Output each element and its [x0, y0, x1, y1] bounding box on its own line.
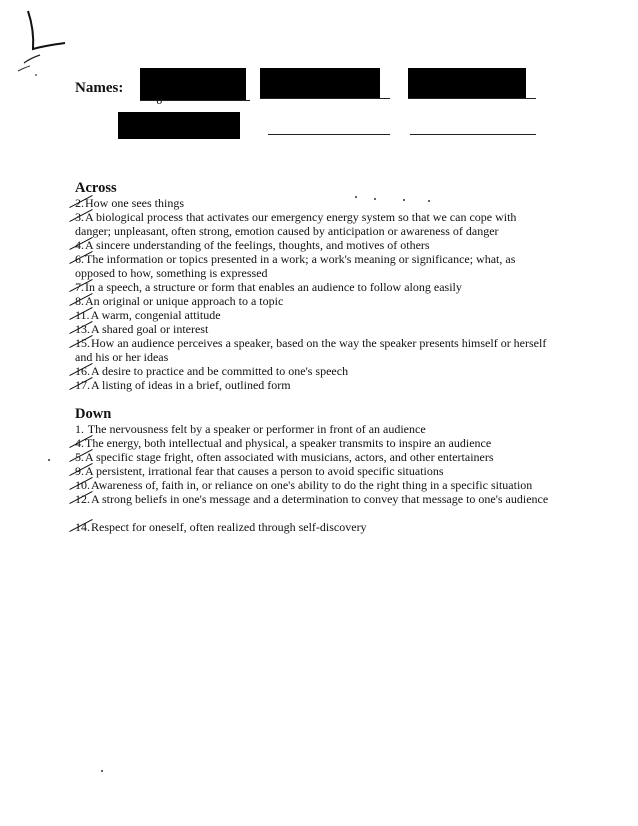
clue-text: A biological process that activates our emergency energy system so that we can cope with danger; unpleasant, often strong, emotion caused by anticipation or awareness of danger	[75, 210, 517, 239]
names-label: Names:	[75, 80, 124, 96]
down-clue-9	[75, 464, 555, 478]
clue-text: The nervousness felt by a speaker or performer in front of an audience	[87, 422, 426, 436]
down-heading: Down	[75, 406, 112, 422]
redacted-name-3	[408, 68, 526, 98]
down-clue-14	[75, 520, 555, 534]
clue-number: 4.	[75, 238, 84, 252]
clue-text: A warm, congenial attitude	[90, 308, 221, 322]
clue-text: The energy, both intellectual and physical, a speaker transmits to inspire an audience	[85, 436, 492, 450]
clue-number: 17.	[75, 378, 90, 392]
clue-number: 12.	[75, 492, 90, 506]
clue-text: A listing of ideas in a brief, outlined form	[91, 378, 291, 392]
down-clue-10	[75, 478, 555, 492]
clue-text: A persistent, irrational fear that causes a person to avoid specific situations	[85, 464, 444, 478]
down-clue-4	[75, 436, 555, 450]
clue-number: 11.	[75, 308, 90, 322]
across-clue-17	[75, 378, 555, 392]
clue-text: A sincere understanding of the feelings, thoughts, and motives of others	[85, 238, 430, 252]
across-heading: Across	[75, 180, 117, 196]
clue-number: 9.	[75, 464, 84, 478]
handwritten-scribble	[10, 5, 80, 80]
clue-number: 13.	[75, 322, 90, 336]
across-clue-2	[75, 196, 555, 210]
across-clue-6	[75, 252, 555, 280]
speck	[48, 459, 50, 461]
clue-text: Awareness of, faith in, or reliance on one's ability to do the right thing in a specific situation	[91, 478, 533, 492]
clue-number: 6.	[75, 252, 84, 266]
name-line-5	[410, 134, 536, 135]
clue-number: 15.	[75, 336, 90, 350]
clue-number: 3.	[75, 210, 84, 224]
down-clue-12	[75, 492, 555, 506]
clue-number: 7.	[75, 280, 84, 294]
name-line-3	[408, 98, 536, 99]
down-clue-5	[75, 450, 555, 464]
clue-number: 1.	[75, 422, 84, 436]
clue-text: A specific stage fright, often associated with musicians, actors, and other entertainers	[85, 450, 494, 464]
name-line-1	[140, 100, 250, 101]
clue-text: A strong beliefs in one's message and a determination to convey that message to one's audience	[91, 492, 549, 506]
redacted-name-2	[260, 68, 380, 98]
clue-number: 10.	[75, 478, 90, 492]
across-clue-4	[75, 238, 555, 252]
across-clue-16	[75, 364, 555, 378]
name-line-2	[260, 98, 390, 99]
handwritten-mark: υ	[156, 92, 163, 107]
clue-text: A desire to practice and be committed to one's speech	[91, 364, 349, 378]
speck	[101, 770, 103, 772]
name-line-4	[268, 134, 390, 135]
clue-text: A shared goal or interest	[91, 322, 209, 336]
across-clue-13	[75, 322, 555, 336]
clue-text: How one sees things	[85, 196, 184, 210]
across-clue-3	[75, 210, 555, 238]
clue-text: The information or topics presented in a work; a work's meaning or significance; what, as opposed to how, something is expressed	[75, 252, 516, 281]
clue-text: Respect for oneself, often realized through self-discovery	[91, 520, 367, 534]
across-clue-11	[75, 308, 555, 322]
clue-number: 2.	[75, 196, 84, 210]
across-clue-8	[75, 294, 555, 308]
clue-text: In a speech, a structure or form that enables an audience to follow along easily	[85, 280, 462, 294]
across-clue-15	[75, 336, 555, 364]
redacted-name-4	[118, 112, 240, 139]
clue-text: An original or unique approach to a topic	[85, 294, 284, 308]
clue-text: How an audience perceives a speaker, based on the way the speaker presents himself or herself and his or her ideas	[75, 336, 547, 365]
clue-number: 5.	[75, 450, 84, 464]
across-clue-7	[75, 280, 555, 294]
clue-number: 8.	[75, 294, 84, 308]
down-clue-1	[75, 422, 555, 436]
clue-number: 16.	[75, 364, 90, 378]
clue-number: 14.	[75, 520, 90, 534]
clue-number: 4.	[75, 436, 84, 450]
